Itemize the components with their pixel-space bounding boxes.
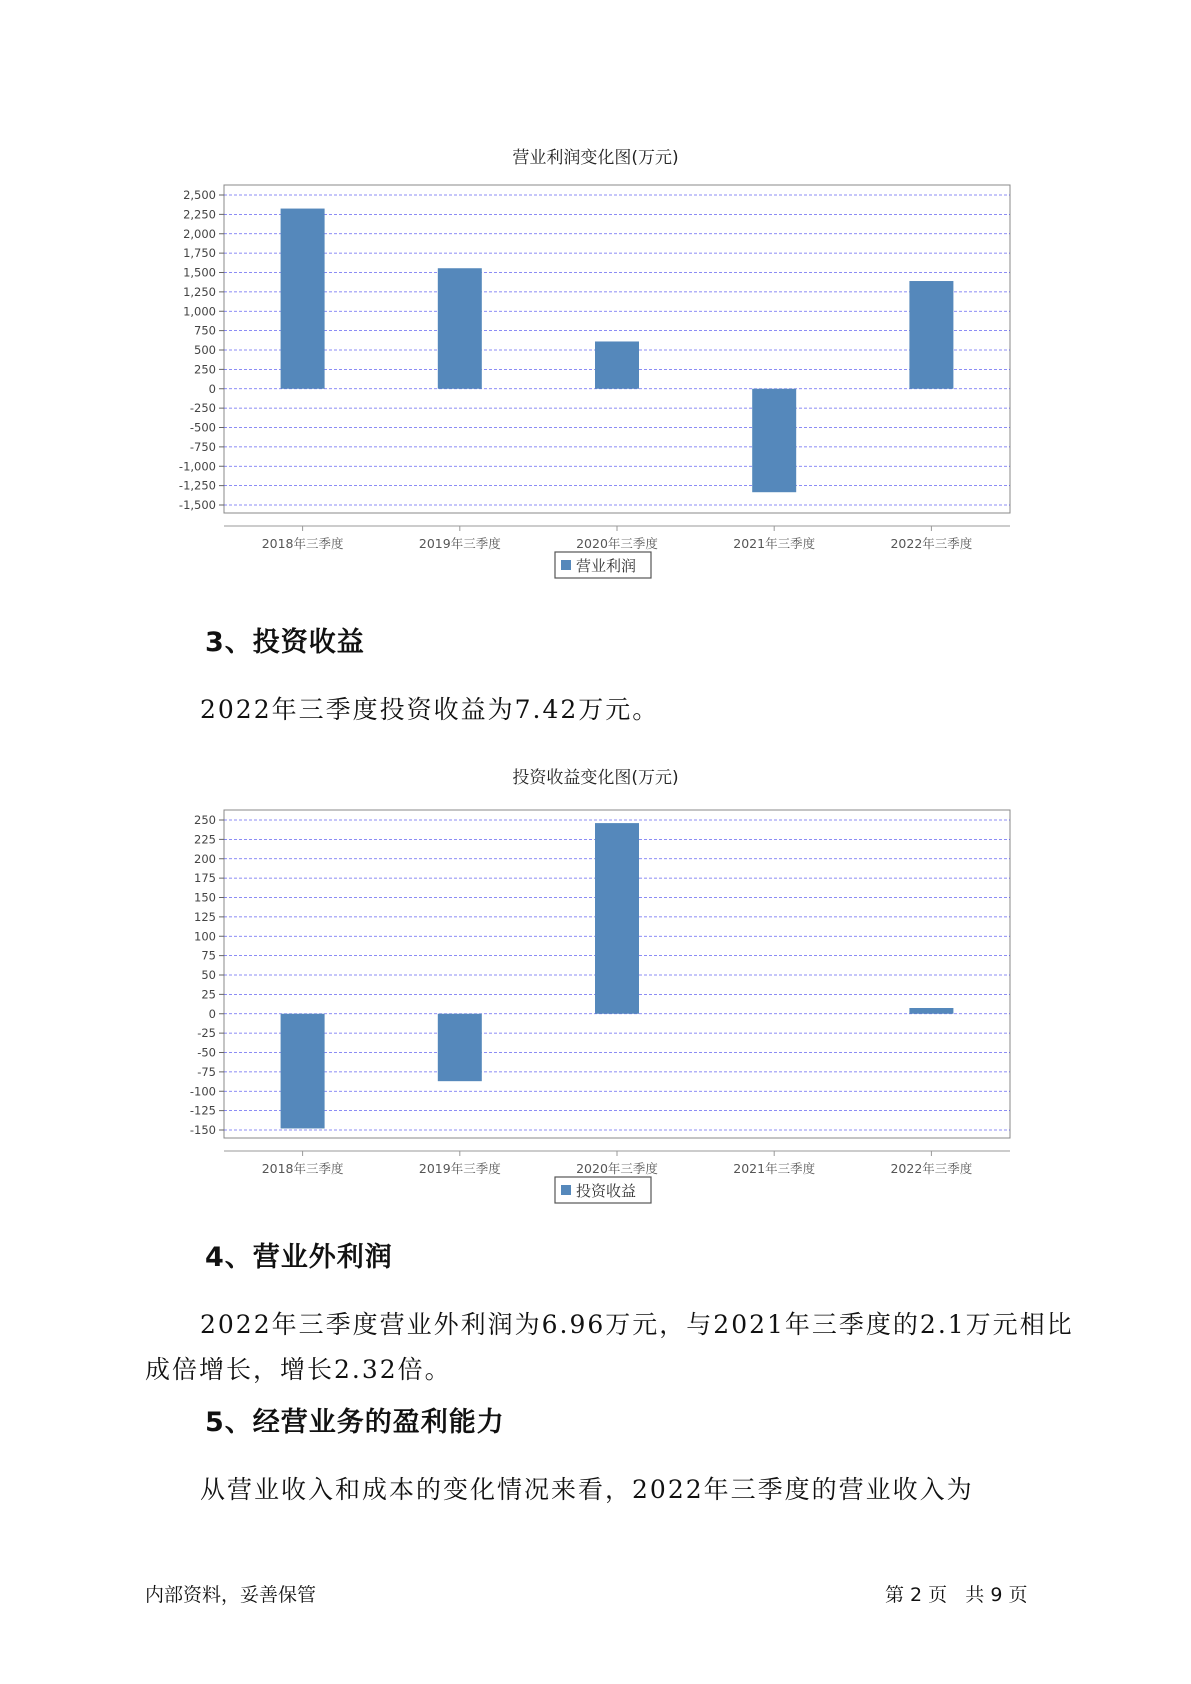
- y-tick-label: -50: [197, 1045, 216, 1060]
- y-tick-label: -1,500: [178, 498, 216, 512]
- y-tick-label: 1,250: [183, 284, 216, 299]
- footer-page-number: 第 2 页 共 9 页: [885, 1584, 1028, 1606]
- footer-confidential-note: 内部资料，妥善保管: [145, 1584, 317, 1606]
- section-4-paragraph-line2: 成倍增长，增长2.32倍。: [145, 1355, 452, 1384]
- y-tick-label: 200: [194, 851, 216, 866]
- y-tick-label: 2,500: [183, 188, 216, 202]
- section-5-paragraph: 从营业收入和成本的变化情况来看，2022年三季度的营业收入为: [200, 1475, 974, 1504]
- y-tick-label: -75: [197, 1064, 216, 1079]
- y-tick-label: -100: [189, 1084, 216, 1099]
- legend-swatch: [561, 1185, 571, 1195]
- bar: [595, 341, 639, 388]
- y-tick-label: 250: [194, 813, 216, 827]
- x-tick-label: 2020年三季度: [576, 1161, 658, 1176]
- y-tick-label: -150: [189, 1123, 216, 1137]
- y-tick-label: 25: [201, 987, 216, 1002]
- legend-swatch: [561, 560, 571, 570]
- chart-title-operating-profit: 营业利润变化图(万元): [512, 148, 679, 168]
- y-tick-label: 2,250: [183, 207, 216, 222]
- y-tick-label: -125: [189, 1103, 216, 1118]
- x-tick-label: 2019年三季度: [418, 1161, 501, 1176]
- x-tick-label: 2022年三季度: [890, 1161, 973, 1176]
- y-tick-label: -250: [189, 401, 216, 416]
- legend-label: 营业利润: [576, 557, 637, 575]
- y-tick-label: 1,500: [183, 265, 216, 280]
- bar: [909, 281, 953, 389]
- chart-title-investment-income: 投资收益变化图(万元): [512, 768, 679, 788]
- x-tick-label: 2022年三季度: [890, 536, 973, 551]
- x-tick-label: 2020年三季度: [576, 536, 658, 551]
- y-tick-label: -500: [189, 420, 216, 435]
- y-tick-label: 1,750: [183, 246, 216, 261]
- y-tick-label: 125: [194, 909, 216, 924]
- y-tick-label: 2,000: [183, 226, 216, 241]
- y-tick-label: 150: [194, 890, 216, 905]
- y-tick-label: 750: [194, 323, 216, 338]
- y-tick-label: 100: [194, 929, 216, 944]
- y-tick-label: -750: [189, 439, 216, 454]
- bar: [281, 1014, 325, 1129]
- y-tick-label: 75: [201, 948, 216, 963]
- x-tick-label: 2021年三季度: [733, 536, 816, 551]
- y-tick-label: -1,250: [178, 478, 216, 493]
- legend-label: 投资收益: [576, 1182, 637, 1200]
- x-tick-label: 2018年三季度: [261, 1161, 344, 1176]
- y-tick-label: 250: [194, 362, 216, 377]
- bar: [752, 389, 796, 492]
- x-tick-label: 2018年三季度: [261, 536, 344, 551]
- section-5-heading: 5、经营业务的盈利能力: [205, 1407, 505, 1438]
- y-tick-label: 1,000: [183, 304, 216, 319]
- bar: [438, 1014, 482, 1081]
- x-tick-label: 2021年三季度: [733, 1161, 816, 1176]
- y-tick-label: -25: [197, 1026, 216, 1041]
- bar: [595, 823, 639, 1014]
- x-tick-label: 2019年三季度: [418, 536, 501, 551]
- y-tick-label: 225: [194, 832, 216, 847]
- bar: [909, 1008, 953, 1014]
- section-3-heading: 3、投资收益: [205, 627, 365, 658]
- y-tick-label: 0: [208, 381, 216, 396]
- y-tick-label: 0: [208, 1006, 216, 1021]
- y-tick-label: 500: [194, 343, 216, 357]
- bar: [438, 268, 482, 389]
- y-tick-label: -1,000: [178, 459, 216, 474]
- investment-income-chart: [0, 785, 1191, 1205]
- bar: [281, 209, 325, 389]
- section-3-paragraph: 2022年三季度投资收益为7.42万元。: [200, 695, 660, 724]
- section-4-heading: 4、营业外利润: [205, 1242, 393, 1273]
- y-tick-label: 50: [201, 968, 216, 982]
- section-4-paragraph-line1: 2022年三季度营业外利润为6.96万元，与2021年三季度的2.1万元相比: [200, 1310, 1074, 1339]
- operating-profit-chart: [0, 160, 1191, 580]
- y-tick-label: 175: [194, 871, 216, 886]
